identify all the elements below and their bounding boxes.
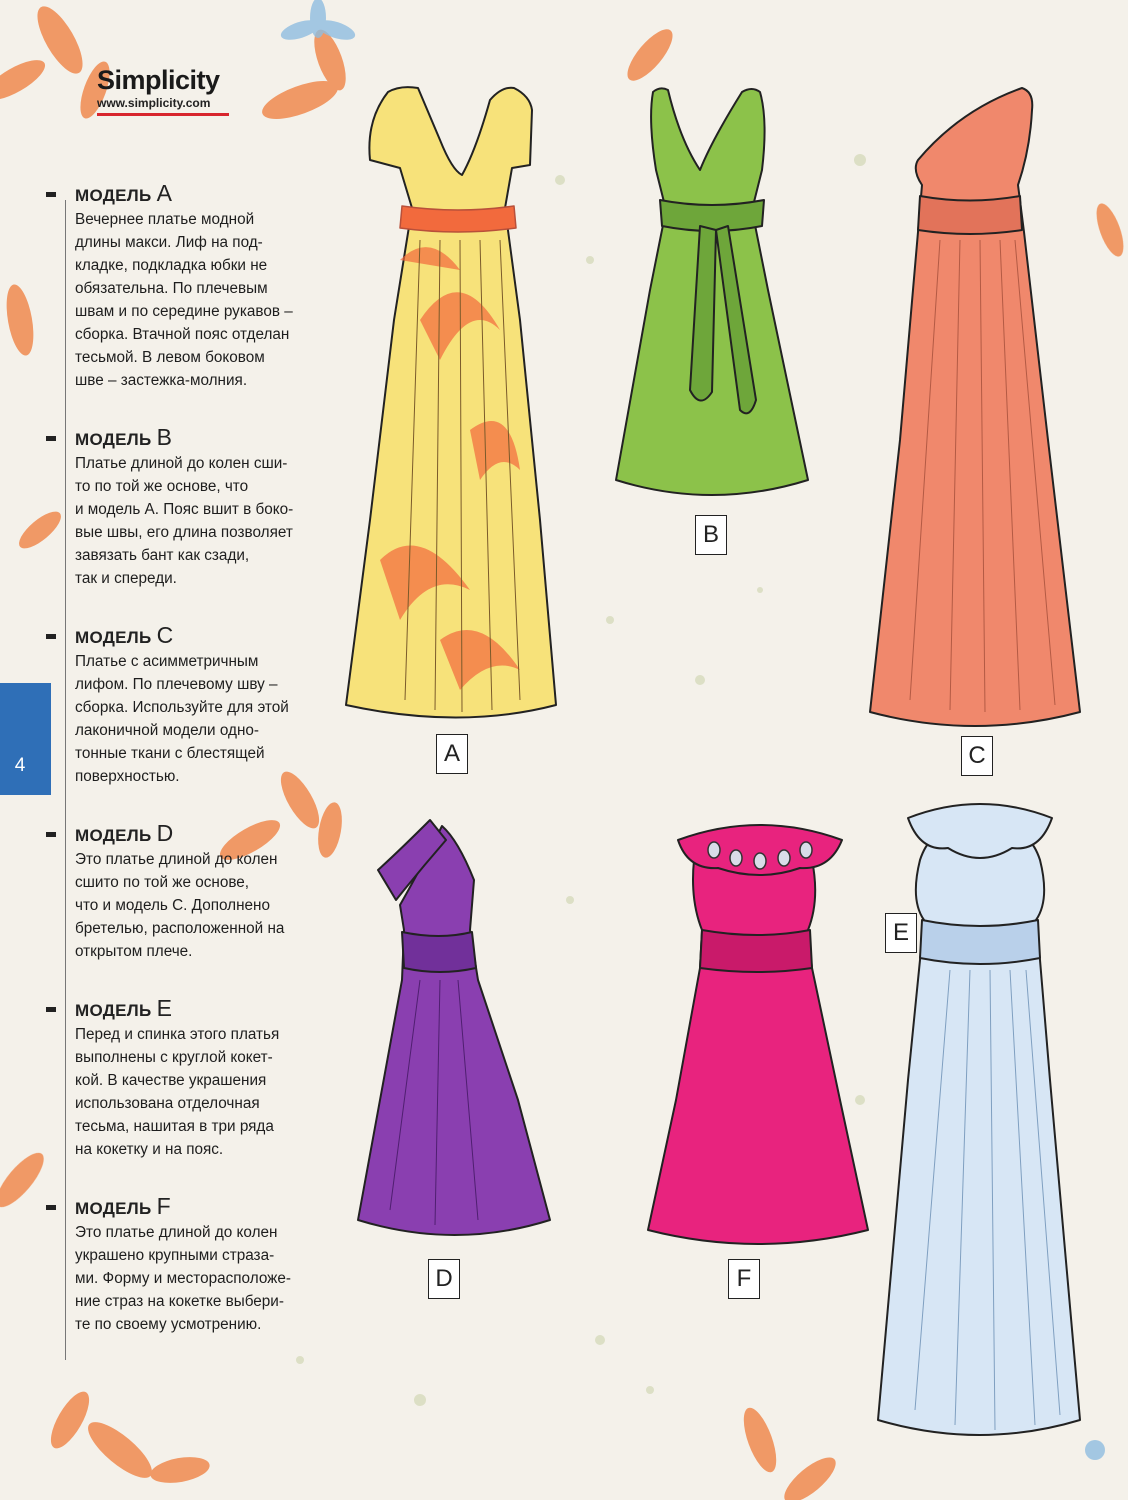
- text-line: так и спереди.: [75, 570, 177, 587]
- dress-e-illustration: [878, 804, 1080, 1435]
- text-line: Платье с асимметричным: [75, 653, 259, 670]
- model-letter: D: [156, 820, 174, 846]
- text-line: завязать бант как сзади,: [75, 547, 250, 564]
- text-line: тонные ткани с блестящей: [75, 745, 265, 762]
- text-line: бретелью, расположенной на: [75, 920, 285, 937]
- model-prefix: МОДЕЛЬ: [75, 628, 152, 647]
- model-prefix: МОДЕЛЬ: [75, 430, 152, 449]
- text-line: тесьма, нашитая в три ряда: [75, 1118, 274, 1135]
- dress-f-illustration: [648, 825, 868, 1244]
- dress-label-e: E: [885, 913, 917, 953]
- dress-label-d: D: [428, 1259, 460, 1299]
- text-line: лифом. По плечевому шву –: [75, 676, 278, 693]
- text-line: ми. Форму и месторасположе-: [75, 1270, 291, 1287]
- text-line: открытом плече.: [75, 943, 193, 960]
- model-letter: C: [156, 622, 174, 648]
- text-line: обязательна. По плечевым: [75, 280, 268, 297]
- dress-a-illustration: [346, 87, 556, 717]
- model-prefix: МОДЕЛЬ: [75, 1199, 152, 1218]
- text-line: сшито по той же основе,: [75, 874, 250, 891]
- text-line: швам и по середине рукавов –: [75, 303, 293, 320]
- page-number: 4: [14, 755, 26, 776]
- logo-name: Simplicity: [97, 65, 220, 95]
- model-letter: E: [156, 995, 173, 1021]
- model-prefix: МОДЕЛЬ: [75, 826, 152, 845]
- text-line: ние страз на кокетке выбери-: [75, 1293, 284, 1310]
- model-letter: B: [156, 424, 173, 450]
- text-line: шве – застежка-молния.: [75, 372, 248, 389]
- text-line: то по той же основе, что: [75, 478, 249, 495]
- dress-label-a: A: [436, 734, 468, 774]
- model-letter: A: [156, 180, 173, 206]
- dress-label-b: B: [695, 515, 727, 555]
- text-line: использована отделочная: [75, 1095, 260, 1112]
- text-line: на кокетку и на пояс.: [75, 1141, 224, 1158]
- text-line: поверхностью.: [75, 768, 180, 785]
- dress-b-illustration: [616, 88, 808, 495]
- text-line: кладке, подкладка юбки не: [75, 257, 268, 274]
- model-prefix: МОДЕЛЬ: [75, 1001, 152, 1020]
- dress-c-illustration: [870, 88, 1080, 726]
- text-line: Перед и спинка этого платья: [75, 1026, 280, 1043]
- dress-label-f: F: [728, 1259, 760, 1299]
- text-line: что и модель С. Дополнено: [75, 897, 270, 914]
- text-line: выполнены с круглой кокет-: [75, 1049, 273, 1066]
- text-line: тесьмой. В левом боковом: [75, 349, 265, 366]
- text-line: Это платье длиной до колен: [75, 1224, 278, 1241]
- text-line: сборка. Втачной пояс отделан: [75, 326, 290, 343]
- model-letter: F: [156, 1193, 171, 1219]
- text-line: Вечернее платье модной: [75, 211, 255, 228]
- text-line: кой. В качестве украшения: [75, 1072, 267, 1089]
- text-line: Платье длиной до колен сши-: [75, 455, 288, 472]
- logo-url[interactable]: www.simplicity.com: [97, 96, 211, 110]
- dress-label-c: C: [961, 736, 993, 776]
- text-line: сборка. Используйте для этой: [75, 699, 289, 716]
- dress-d-illustration: [358, 820, 550, 1235]
- text-line: те по своему усмотрению.: [75, 1316, 262, 1333]
- text-line: длины макси. Лиф на под-: [75, 234, 263, 251]
- text-line: и модель А. Пояс вшит в боко-: [75, 501, 294, 518]
- text-line: лаконичной модели одно-: [75, 722, 259, 739]
- text-line: украшено крупными страза-: [75, 1247, 275, 1264]
- model-prefix: МОДЕЛЬ: [75, 186, 152, 205]
- text-line: вые швы, его длина позволяет: [75, 524, 293, 541]
- text-line: Это платье длиной до колен: [75, 851, 278, 868]
